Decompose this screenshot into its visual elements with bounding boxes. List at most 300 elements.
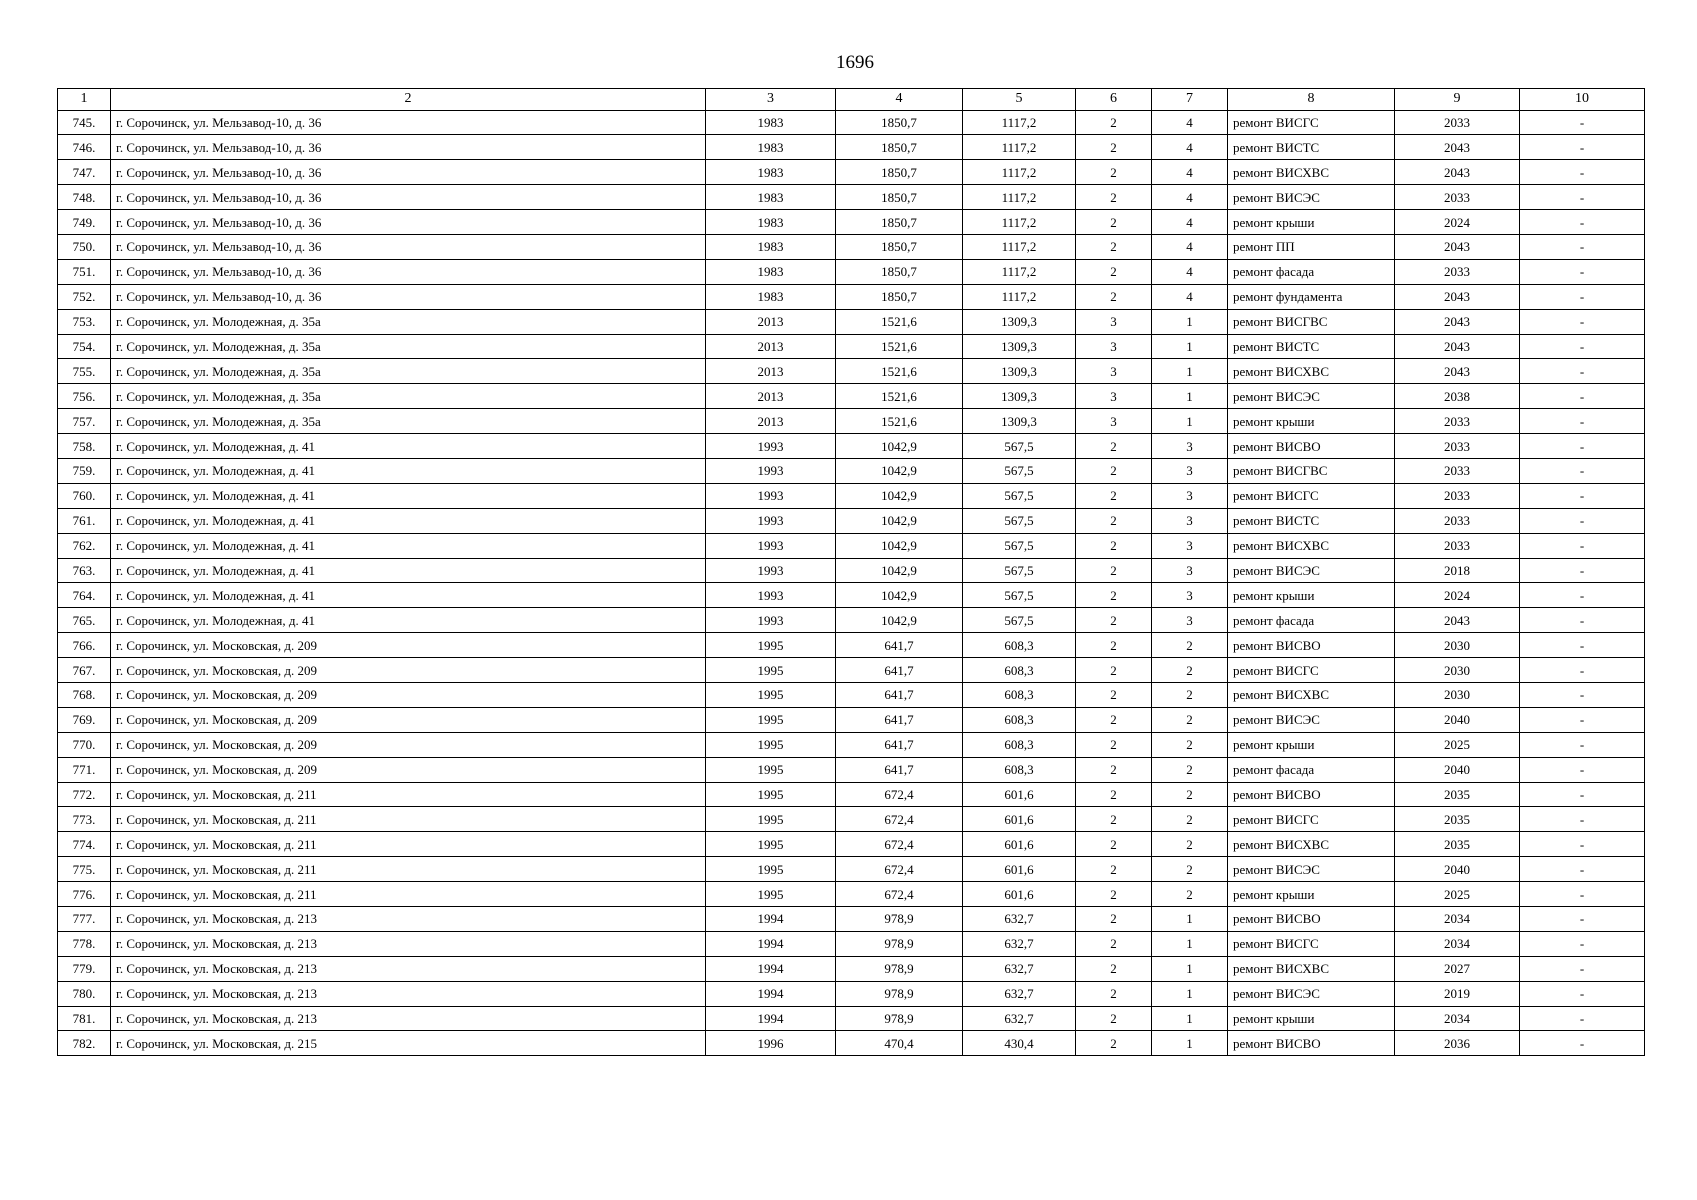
living-area-cell: 1117,2 <box>963 259 1076 284</box>
table-row <box>58 981 1645 1006</box>
address-cell: г. Сорочинск, ул. Московская, д. 211 <box>111 857 706 882</box>
year-built-cell: 1983 <box>706 160 836 185</box>
table-row <box>58 234 1645 259</box>
living-area-cell: 632,7 <box>963 956 1076 981</box>
floors-cell: 2 <box>1076 981 1152 1006</box>
living-area-cell: 567,5 <box>963 483 1076 508</box>
year-built-cell: 1983 <box>706 284 836 309</box>
entrances-cell: 3 <box>1152 583 1228 608</box>
table-row <box>58 608 1645 633</box>
address-cell: г. Сорочинск, ул. Мельзавод-10, д. 36 <box>111 259 706 284</box>
total-area-cell: 1521,6 <box>836 384 963 409</box>
floors-cell: 2 <box>1076 185 1152 210</box>
repair-type-cell: ремонт ВИСЭС <box>1228 384 1395 409</box>
table-row <box>58 658 1645 683</box>
note-cell: - <box>1520 483 1645 508</box>
total-area-cell: 1042,9 <box>836 458 963 483</box>
floors-cell: 2 <box>1076 907 1152 932</box>
table-row <box>58 907 1645 932</box>
floors-cell: 2 <box>1076 160 1152 185</box>
floors-cell: 3 <box>1076 409 1152 434</box>
note-cell: - <box>1520 956 1645 981</box>
floors-cell: 2 <box>1076 956 1152 981</box>
year-built-cell: 2013 <box>706 359 836 384</box>
repair-type-cell: ремонт ВИСГС <box>1228 807 1395 832</box>
table-row <box>58 558 1645 583</box>
table-row <box>58 882 1645 907</box>
total-area-cell: 1850,7 <box>836 210 963 235</box>
floors-cell: 2 <box>1076 1031 1152 1056</box>
repair-year-cell: 2043 <box>1395 284 1520 309</box>
address-cell: г. Сорочинск, ул. Московская, д. 213 <box>111 931 706 956</box>
year-built-cell: 1995 <box>706 707 836 732</box>
entrances-cell: 2 <box>1152 707 1228 732</box>
page-number: 1696 <box>836 52 874 73</box>
floors-cell: 2 <box>1076 707 1152 732</box>
address-cell: г. Сорочинск, ул. Молодежная, д. 41 <box>111 434 706 459</box>
note-cell: - <box>1520 110 1645 135</box>
year-built-cell: 1995 <box>706 757 836 782</box>
row-number-cell: 769. <box>58 707 111 732</box>
repair-year-cell: 2040 <box>1395 857 1520 882</box>
row-number-cell: 763. <box>58 558 111 583</box>
column-header: 1 <box>58 89 111 111</box>
entrances-cell: 4 <box>1152 259 1228 284</box>
repair-year-cell: 2043 <box>1395 334 1520 359</box>
total-area-cell: 1850,7 <box>836 110 963 135</box>
repair-year-cell: 2034 <box>1395 907 1520 932</box>
row-number-cell: 777. <box>58 907 111 932</box>
row-number-cell: 765. <box>58 608 111 633</box>
row-number-cell: 781. <box>58 1006 111 1031</box>
address-cell: г. Сорочинск, ул. Московская, д. 211 <box>111 882 706 907</box>
year-built-cell: 1996 <box>706 1031 836 1056</box>
floors-cell: 2 <box>1076 483 1152 508</box>
table-row <box>58 807 1645 832</box>
living-area-cell: 608,3 <box>963 633 1076 658</box>
table-row <box>58 508 1645 533</box>
living-area-cell: 608,3 <box>963 682 1076 707</box>
entrances-cell: 2 <box>1152 782 1228 807</box>
repair-type-cell: ремонт ВИСХВС <box>1228 956 1395 981</box>
year-built-cell: 1995 <box>706 633 836 658</box>
row-number-cell: 747. <box>58 160 111 185</box>
repair-type-cell: ремонт ВИСГС <box>1228 483 1395 508</box>
note-cell: - <box>1520 259 1645 284</box>
repair-year-cell: 2033 <box>1395 483 1520 508</box>
living-area-cell: 608,3 <box>963 732 1076 757</box>
note-cell: - <box>1520 907 1645 932</box>
address-cell: г. Сорочинск, ул. Мельзавод-10, д. 36 <box>111 110 706 135</box>
column-header: 2 <box>111 89 706 111</box>
year-built-cell: 1993 <box>706 434 836 459</box>
living-area-cell: 567,5 <box>963 583 1076 608</box>
year-built-cell: 1994 <box>706 907 836 932</box>
entrances-cell: 3 <box>1152 533 1228 558</box>
year-built-cell: 1995 <box>706 782 836 807</box>
table-row <box>58 384 1645 409</box>
repair-type-cell: ремонт крыши <box>1228 210 1395 235</box>
year-built-cell: 1994 <box>706 1006 836 1031</box>
floors-cell: 2 <box>1076 583 1152 608</box>
note-cell: - <box>1520 1006 1645 1031</box>
entrances-cell: 4 <box>1152 160 1228 185</box>
floors-cell: 2 <box>1076 931 1152 956</box>
entrances-cell: 1 <box>1152 956 1228 981</box>
floors-cell: 2 <box>1076 259 1152 284</box>
repair-type-cell: ремонт ВИСЭС <box>1228 981 1395 1006</box>
floors-cell: 2 <box>1076 110 1152 135</box>
repair-type-cell: ремонт ВИСТС <box>1228 334 1395 359</box>
table-row <box>58 434 1645 459</box>
total-area-cell: 672,4 <box>836 882 963 907</box>
repair-type-cell: ремонт ВИСХВС <box>1228 160 1395 185</box>
total-area-cell: 641,7 <box>836 682 963 707</box>
repair-year-cell: 2033 <box>1395 508 1520 533</box>
floors-cell: 2 <box>1076 757 1152 782</box>
living-area-cell: 1309,3 <box>963 384 1076 409</box>
total-area-cell: 1042,9 <box>836 583 963 608</box>
total-area-cell: 641,7 <box>836 633 963 658</box>
table-row <box>58 931 1645 956</box>
row-number-cell: 770. <box>58 732 111 757</box>
entrances-cell: 2 <box>1152 757 1228 782</box>
repair-type-cell: ремонт крыши <box>1228 583 1395 608</box>
table-row <box>58 160 1645 185</box>
floors-cell: 2 <box>1076 857 1152 882</box>
year-built-cell: 1994 <box>706 931 836 956</box>
year-built-cell: 2013 <box>706 409 836 434</box>
entrances-cell: 3 <box>1152 434 1228 459</box>
row-number-cell: 748. <box>58 185 111 210</box>
year-built-cell: 1983 <box>706 259 836 284</box>
repair-year-cell: 2030 <box>1395 633 1520 658</box>
entrances-cell: 4 <box>1152 185 1228 210</box>
living-area-cell: 632,7 <box>963 1006 1076 1031</box>
repair-type-cell: ремонт ВИСЭС <box>1228 558 1395 583</box>
floors-cell: 2 <box>1076 533 1152 558</box>
address-cell: г. Сорочинск, ул. Молодежная, д. 41 <box>111 508 706 533</box>
entrances-cell: 2 <box>1152 633 1228 658</box>
total-area-cell: 1042,9 <box>836 558 963 583</box>
note-cell: - <box>1520 633 1645 658</box>
address-cell: г. Сорочинск, ул. Мельзавод-10, д. 36 <box>111 210 706 235</box>
floors-cell: 2 <box>1076 732 1152 757</box>
year-built-cell: 2013 <box>706 384 836 409</box>
repair-schedule-table <box>57 88 1645 1056</box>
entrances-cell: 3 <box>1152 608 1228 633</box>
note-cell: - <box>1520 458 1645 483</box>
address-cell: г. Сорочинск, ул. Московская, д. 213 <box>111 907 706 932</box>
address-cell: г. Сорочинск, ул. Московская, д. 209 <box>111 658 706 683</box>
table-row <box>58 409 1645 434</box>
repair-year-cell: 2043 <box>1395 309 1520 334</box>
living-area-cell: 632,7 <box>963 981 1076 1006</box>
table-row <box>58 135 1645 160</box>
year-built-cell: 1995 <box>706 682 836 707</box>
total-area-cell: 1042,9 <box>836 483 963 508</box>
total-area-cell: 1850,7 <box>836 135 963 160</box>
floors-cell: 2 <box>1076 682 1152 707</box>
living-area-cell: 567,5 <box>963 434 1076 459</box>
year-built-cell: 1993 <box>706 583 836 608</box>
total-area-cell: 672,4 <box>836 832 963 857</box>
living-area-cell: 567,5 <box>963 608 1076 633</box>
year-built-cell: 1994 <box>706 981 836 1006</box>
column-header: 4 <box>836 89 963 111</box>
column-header: 8 <box>1228 89 1395 111</box>
repair-type-cell: ремонт фасада <box>1228 259 1395 284</box>
floors-cell: 2 <box>1076 882 1152 907</box>
floors-cell: 3 <box>1076 384 1152 409</box>
total-area-cell: 1042,9 <box>836 533 963 558</box>
repair-type-cell: ремонт крыши <box>1228 409 1395 434</box>
repair-type-cell: ремонт ВИСГС <box>1228 931 1395 956</box>
row-number-cell: 746. <box>58 135 111 160</box>
entrances-cell: 1 <box>1152 359 1228 384</box>
floors-cell: 3 <box>1076 359 1152 384</box>
table-row <box>58 732 1645 757</box>
repair-year-cell: 2033 <box>1395 110 1520 135</box>
table-row <box>58 210 1645 235</box>
entrances-cell: 1 <box>1152 981 1228 1006</box>
floors-cell: 2 <box>1076 234 1152 259</box>
total-area-cell: 978,9 <box>836 981 963 1006</box>
table-row <box>58 259 1645 284</box>
address-cell: г. Сорочинск, ул. Мельзавод-10, д. 36 <box>111 160 706 185</box>
note-cell: - <box>1520 309 1645 334</box>
table-row <box>58 782 1645 807</box>
repair-year-cell: 2035 <box>1395 807 1520 832</box>
repair-type-cell: ремонт фасада <box>1228 757 1395 782</box>
note-cell: - <box>1520 160 1645 185</box>
living-area-cell: 601,6 <box>963 832 1076 857</box>
note-cell: - <box>1520 409 1645 434</box>
address-cell: г. Сорочинск, ул. Молодежная, д. 35а <box>111 409 706 434</box>
entrances-cell: 4 <box>1152 110 1228 135</box>
entrances-cell: 3 <box>1152 558 1228 583</box>
address-cell: г. Сорочинск, ул. Молодежная, д. 41 <box>111 583 706 608</box>
note-cell: - <box>1520 782 1645 807</box>
living-area-cell: 567,5 <box>963 558 1076 583</box>
repair-year-cell: 2019 <box>1395 981 1520 1006</box>
year-built-cell: 1983 <box>706 135 836 160</box>
living-area-cell: 1117,2 <box>963 284 1076 309</box>
total-area-cell: 672,4 <box>836 782 963 807</box>
year-built-cell: 1983 <box>706 234 836 259</box>
row-number-cell: 756. <box>58 384 111 409</box>
row-number-cell: 755. <box>58 359 111 384</box>
total-area-cell: 470,4 <box>836 1031 963 1056</box>
note-cell: - <box>1520 533 1645 558</box>
living-area-cell: 567,5 <box>963 508 1076 533</box>
repair-type-cell: ремонт ВИСГВС <box>1228 309 1395 334</box>
row-number-cell: 774. <box>58 832 111 857</box>
living-area-cell: 1117,2 <box>963 160 1076 185</box>
note-cell: - <box>1520 682 1645 707</box>
note-cell: - <box>1520 583 1645 608</box>
living-area-cell: 1117,2 <box>963 210 1076 235</box>
repair-year-cell: 2033 <box>1395 533 1520 558</box>
table-header <box>58 89 1645 111</box>
row-number-cell: 764. <box>58 583 111 608</box>
note-cell: - <box>1520 334 1645 359</box>
repair-type-cell: ремонт фундамента <box>1228 284 1395 309</box>
row-number-cell: 745. <box>58 110 111 135</box>
repair-year-cell: 2038 <box>1395 384 1520 409</box>
entrances-cell: 1 <box>1152 309 1228 334</box>
total-area-cell: 672,4 <box>836 857 963 882</box>
total-area-cell: 1042,9 <box>836 508 963 533</box>
repair-year-cell: 2024 <box>1395 583 1520 608</box>
repair-year-cell: 2018 <box>1395 558 1520 583</box>
living-area-cell: 1117,2 <box>963 135 1076 160</box>
note-cell: - <box>1520 185 1645 210</box>
table-row <box>58 583 1645 608</box>
address-cell: г. Сорочинск, ул. Мельзавод-10, д. 36 <box>111 284 706 309</box>
table-row <box>58 757 1645 782</box>
table-row <box>58 334 1645 359</box>
table-row <box>58 110 1645 135</box>
address-cell: г. Сорочинск, ул. Молодежная, д. 35а <box>111 359 706 384</box>
living-area-cell: 608,3 <box>963 658 1076 683</box>
living-area-cell: 632,7 <box>963 931 1076 956</box>
address-cell: г. Сорочинск, ул. Мельзавод-10, д. 36 <box>111 185 706 210</box>
address-cell: г. Сорочинск, ул. Московская, д. 211 <box>111 807 706 832</box>
address-cell: г. Сорочинск, ул. Молодежная, д. 41 <box>111 608 706 633</box>
address-cell: г. Сорочинск, ул. Московская, д. 209 <box>111 682 706 707</box>
repair-type-cell: ремонт крыши <box>1228 732 1395 757</box>
repair-year-cell: 2043 <box>1395 234 1520 259</box>
table-row <box>58 857 1645 882</box>
living-area-cell: 601,6 <box>963 807 1076 832</box>
repair-type-cell: ремонт ВИСЭС <box>1228 185 1395 210</box>
entrances-cell: 1 <box>1152 1031 1228 1056</box>
note-cell: - <box>1520 434 1645 459</box>
address-cell: г. Сорочинск, ул. Молодежная, д. 35а <box>111 334 706 359</box>
living-area-cell: 1309,3 <box>963 359 1076 384</box>
row-number-cell: 779. <box>58 956 111 981</box>
repair-type-cell: ремонт ВИСВО <box>1228 782 1395 807</box>
table-row <box>58 1006 1645 1031</box>
note-cell: - <box>1520 135 1645 160</box>
address-cell: г. Сорочинск, ул. Московская, д. 211 <box>111 832 706 857</box>
entrances-cell: 3 <box>1152 483 1228 508</box>
address-cell: г. Сорочинск, ул. Молодежная, д. 41 <box>111 558 706 583</box>
note-cell: - <box>1520 857 1645 882</box>
note-cell: - <box>1520 608 1645 633</box>
entrances-cell: 2 <box>1152 882 1228 907</box>
note-cell: - <box>1520 1031 1645 1056</box>
floors-cell: 2 <box>1076 458 1152 483</box>
entrances-cell: 2 <box>1152 732 1228 757</box>
note-cell: - <box>1520 981 1645 1006</box>
entrances-cell: 1 <box>1152 409 1228 434</box>
living-area-cell: 608,3 <box>963 757 1076 782</box>
living-area-cell: 1309,3 <box>963 334 1076 359</box>
repair-year-cell: 2033 <box>1395 409 1520 434</box>
total-area-cell: 641,7 <box>836 707 963 732</box>
repair-year-cell: 2035 <box>1395 832 1520 857</box>
repair-type-cell: ремонт ВИСВО <box>1228 434 1395 459</box>
table-row <box>58 832 1645 857</box>
row-number-cell: 751. <box>58 259 111 284</box>
repair-year-cell: 2033 <box>1395 185 1520 210</box>
repair-year-cell: 2025 <box>1395 732 1520 757</box>
column-header: 7 <box>1152 89 1228 111</box>
note-cell: - <box>1520 931 1645 956</box>
column-header: 5 <box>963 89 1076 111</box>
living-area-cell: 1117,2 <box>963 185 1076 210</box>
total-area-cell: 1850,7 <box>836 259 963 284</box>
repair-year-cell: 2027 <box>1395 956 1520 981</box>
floors-cell: 2 <box>1076 210 1152 235</box>
repair-type-cell: ремонт ВИСТС <box>1228 508 1395 533</box>
address-cell: г. Сорочинск, ул. Московская, д. 209 <box>111 633 706 658</box>
repair-type-cell: ремонт крыши <box>1228 882 1395 907</box>
address-cell: г. Сорочинск, ул. Московская, д. 209 <box>111 757 706 782</box>
year-built-cell: 1993 <box>706 558 836 583</box>
repair-year-cell: 2040 <box>1395 707 1520 732</box>
address-cell: г. Сорочинск, ул. Московская, д. 213 <box>111 981 706 1006</box>
repair-year-cell: 2043 <box>1395 359 1520 384</box>
column-header: 10 <box>1520 89 1645 111</box>
living-area-cell: 567,5 <box>963 533 1076 558</box>
table-row <box>58 682 1645 707</box>
living-area-cell: 430,4 <box>963 1031 1076 1056</box>
entrances-cell: 1 <box>1152 1006 1228 1031</box>
total-area-cell: 1521,6 <box>836 334 963 359</box>
row-number-cell: 754. <box>58 334 111 359</box>
repair-type-cell: ремонт ВИСГС <box>1228 658 1395 683</box>
repair-type-cell: ремонт крыши <box>1228 1006 1395 1031</box>
row-number-cell: 752. <box>58 284 111 309</box>
table-row <box>58 458 1645 483</box>
year-built-cell: 2013 <box>706 334 836 359</box>
repair-type-cell: ремонт ПП <box>1228 234 1395 259</box>
floors-cell: 3 <box>1076 334 1152 359</box>
table-row <box>58 185 1645 210</box>
row-number-cell: 766. <box>58 633 111 658</box>
address-cell: г. Сорочинск, ул. Московская, д. 209 <box>111 732 706 757</box>
living-area-cell: 1117,2 <box>963 110 1076 135</box>
table-row <box>58 707 1645 732</box>
repair-year-cell: 2033 <box>1395 458 1520 483</box>
repair-year-cell: 2036 <box>1395 1031 1520 1056</box>
entrances-cell: 2 <box>1152 857 1228 882</box>
header-row <box>58 89 1645 111</box>
column-header: 3 <box>706 89 836 111</box>
table-body <box>58 110 1645 1056</box>
total-area-cell: 978,9 <box>836 931 963 956</box>
year-built-cell: 1995 <box>706 882 836 907</box>
row-number-cell: 773. <box>58 807 111 832</box>
floors-cell: 2 <box>1076 658 1152 683</box>
year-built-cell: 1983 <box>706 210 836 235</box>
entrances-cell: 2 <box>1152 832 1228 857</box>
address-cell: г. Сорочинск, ул. Молодежная, д. 41 <box>111 533 706 558</box>
note-cell: - <box>1520 508 1645 533</box>
total-area-cell: 1042,9 <box>836 608 963 633</box>
repair-year-cell: 2043 <box>1395 608 1520 633</box>
address-cell: г. Сорочинск, ул. Московская, д. 209 <box>111 707 706 732</box>
repair-year-cell: 2033 <box>1395 259 1520 284</box>
floors-cell: 2 <box>1076 807 1152 832</box>
year-built-cell: 1993 <box>706 483 836 508</box>
total-area-cell: 1850,7 <box>836 185 963 210</box>
row-number-cell: 780. <box>58 981 111 1006</box>
repair-type-cell: ремонт ВИСВО <box>1228 1031 1395 1056</box>
